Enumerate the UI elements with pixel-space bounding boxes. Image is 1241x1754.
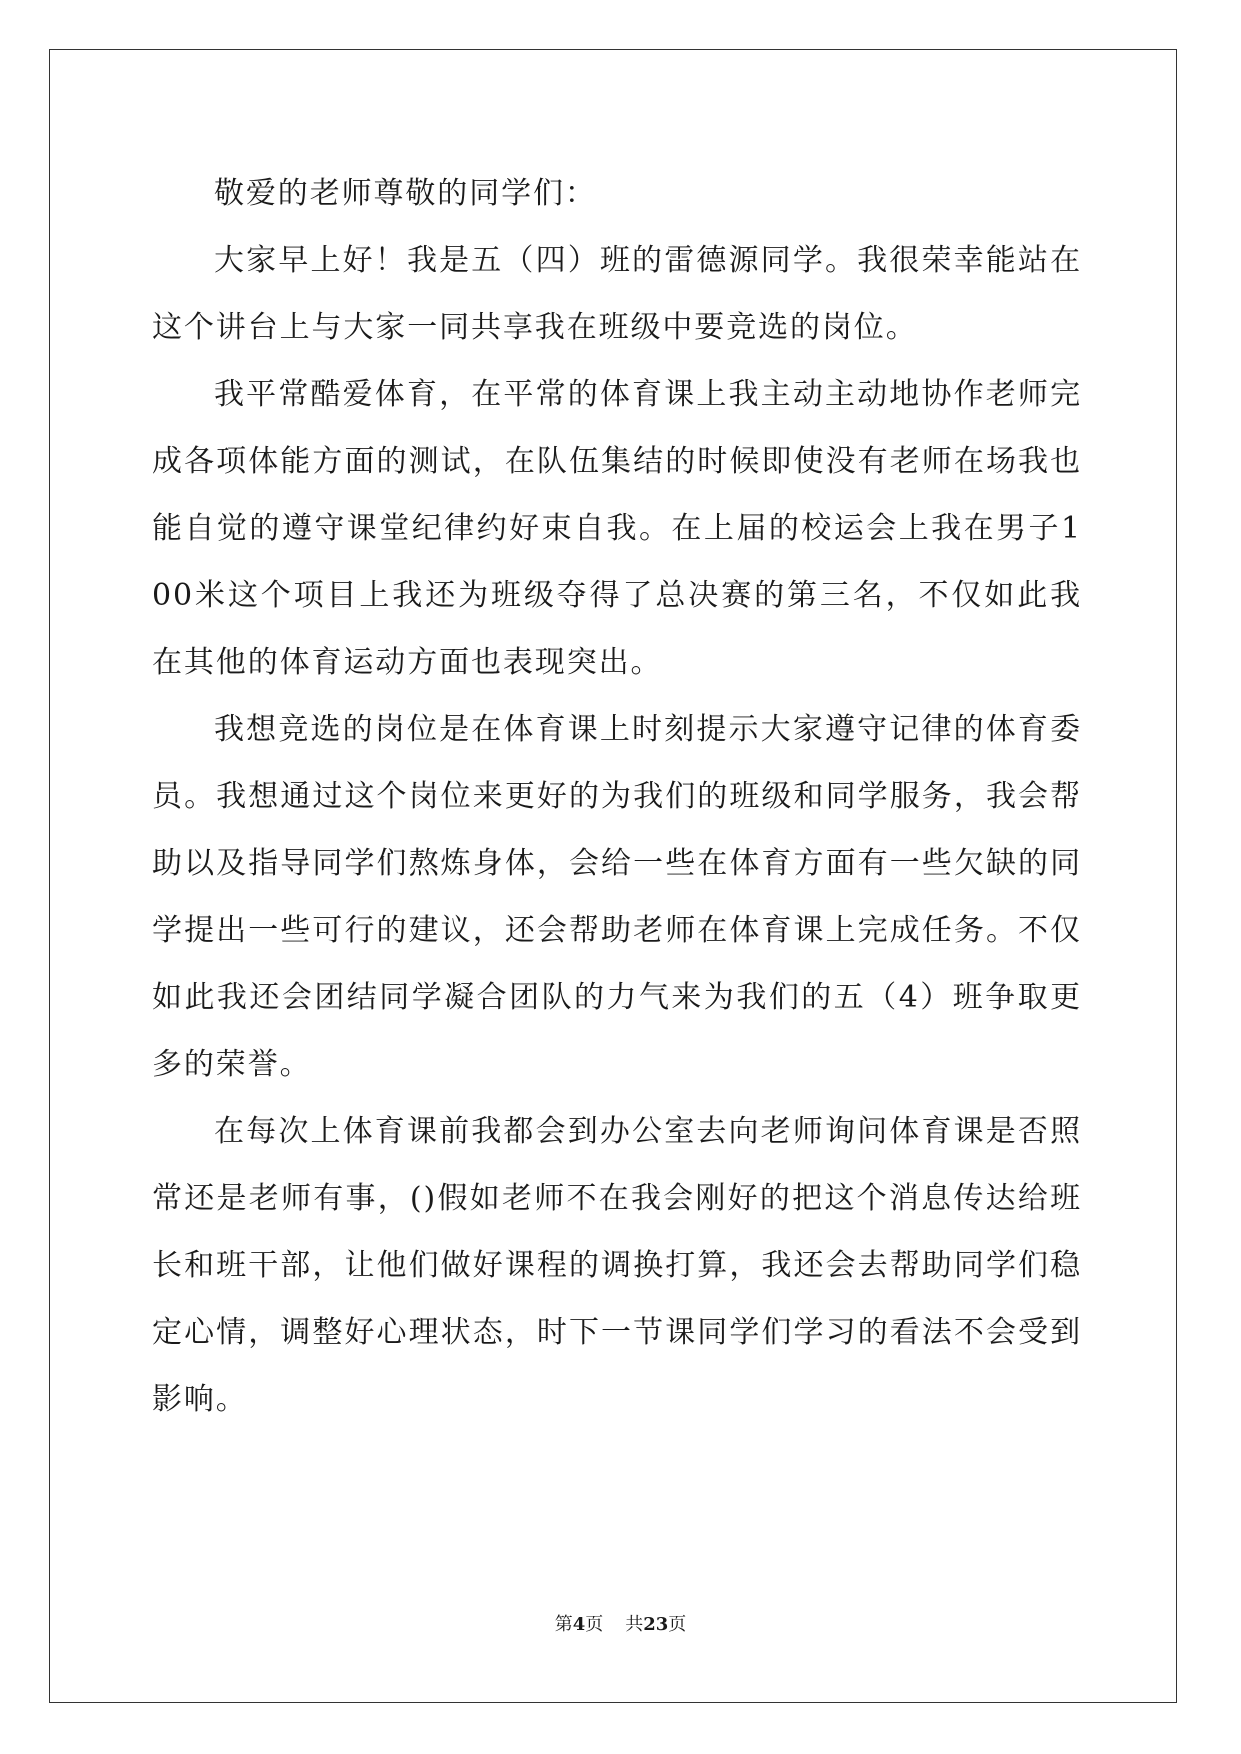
salutation: 敬爱的老师尊敬的同学们： <box>214 176 597 211</box>
page-prefix: 第 <box>554 1614 573 1635</box>
paragraph-3: 我想竞选的岗位是在体育课上时刻提示大家遵守记律的体育委员。我想通过这个岗位来更好的为我们的班级和同学服务，我会帮助以及指导同学们熬炼身体，会给一些在体育方面有一些欠缺的同学提出一些可行的建议，还会帮助老师在体育课上完成任务。不仅如此我还会团结同学凝合团队的力气来为我们的五（4）班争取更多的荣誉。 <box>152 712 1082 1082</box>
page-number: 4 <box>572 1614 586 1635</box>
paragraph-2: 我平常酷爱体育，在平常的体育课上我主动主动地协作老师完成各项体能方面的测试，在队伍集结的时候即使没有老师在场我也能自觉的遵守课堂纪律约好束自我。在上届的校运会上我在男子100米这个项目上我还为班级夺得了总决赛的第三名，不仅如此我在其他的体育运动方面也表现突出。 <box>152 377 1082 680</box>
total-prefix: 共 <box>625 1614 644 1635</box>
total-suffix: 页 <box>668 1614 687 1635</box>
paragraph-1: 大家早上好！我是五（四）班的雷德源同学。我很荣幸能站在这个讲台上与大家一同共享我在班级中要竞选的岗位。 <box>152 243 1082 345</box>
page-suffix: 页 <box>585 1614 604 1635</box>
document-body <box>152 160 1082 1433</box>
total-pages: 23 <box>643 1614 669 1635</box>
paragraph-4: 在每次上体育课前我都会到办公室去向老师询问体育课是否照常还是老师有事，()假如老师不在我会刚好的把这个消息传达给班长和班干部，让他们做好课程的调换打算，我还会去帮助同学们稳定心情，调整好心理状态，时下一节课同学们学习的看法不会受到影响。 <box>152 1114 1082 1417</box>
page-footer <box>0 1610 1241 1636</box>
